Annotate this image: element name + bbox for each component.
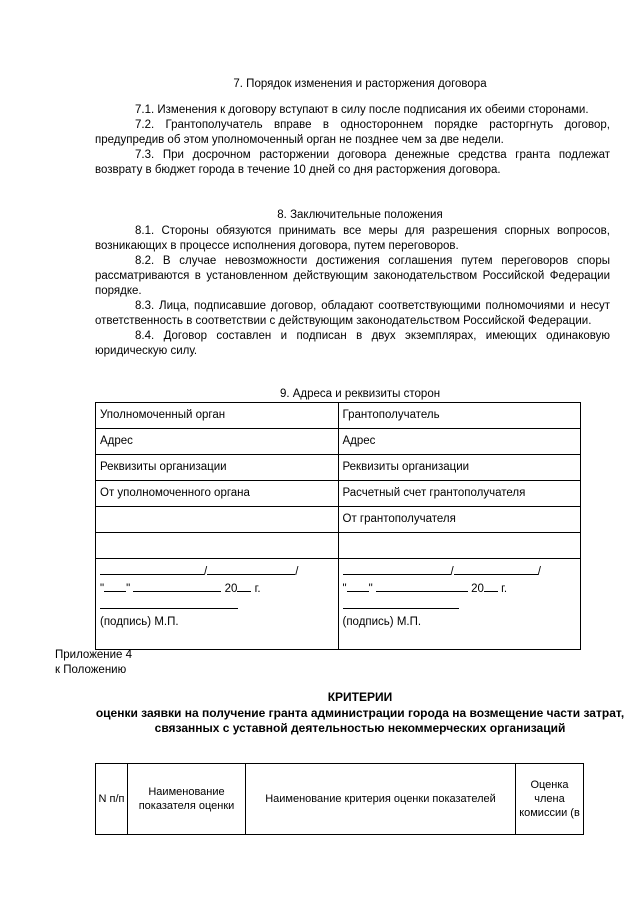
header-member-score: Оценка члена комиссии (в [516,764,584,835]
empty-cell [96,507,339,533]
authority-requisites: Реквизиты организации [96,455,339,481]
authority-label: Уполномоченный орган [96,403,339,429]
grantee-signature-block [338,559,581,650]
caption-line [343,597,577,614]
table-row [96,403,581,429]
section-8-title: 8. Заключительные положения [277,209,443,221]
authority-address: Адрес [96,429,339,455]
clause-7-2: 7.2. Грантополучатель вправе в одностороннем порядке расторгнуть договор, предупредив об этом уполномоченный орган не позднее чем за две недели. [95,119,610,146]
table-row [96,481,581,507]
table-row [96,533,581,559]
grantee-label: Грантополучатель [338,403,581,429]
annex-number: Приложение 4 [55,649,133,661]
header-criterion: Наименование критерия оценки показателей [246,764,516,835]
authority-signature-block [96,559,339,650]
grantee-address: Адрес [338,429,581,455]
section-7-title: 7. Порядок изменения и расторжения договора [233,78,487,90]
header-number: N п/п [96,764,128,835]
section-7-body [95,103,610,178]
criteria-title: КРИТЕРИИ [327,690,393,704]
clause-8-2: 8.2. В случае невозможности достижения соглашения путем переговоров споры рассматриваются в установленном действующим законодательством Российской Федерации порядке. [95,255,610,297]
signature-row [96,559,581,650]
criteria-header-row [96,764,584,835]
date-line: " " 20 г. [100,580,334,597]
signature-caption: (подпись) М.П. [100,616,179,628]
parties-requisites-table [95,402,581,650]
date-line: " " 20 г. [343,580,577,597]
clause-8-4: 8.4. Договор составлен и подписан в двух экземплярах, имеющих одинаковую юридическую силу. [95,330,610,357]
annex-heading [55,648,255,678]
signature-line: / / [343,563,577,580]
section-8-body [95,224,610,359]
grantee-requisites: Реквизиты организации [338,455,581,481]
authority-signer: От уполномоченного органа [96,481,339,507]
criteria-table [95,763,584,835]
annex-reference: к Положению [55,664,127,676]
table-row [96,455,581,481]
clause-8-3: 8.3. Лица, подписавшие договор, обладают соответствующими полномочиями и несут ответственность в соответствии с действующим законодательством Российской Федерации. [95,300,610,327]
signature-line: / / [100,563,334,580]
header-indicator: Наименование показателя оценки [128,764,246,835]
clause-8-1: 8.1. Стороны обязуются принимать все меры для разрешения спорных вопросов, возникающих в процессе исполнения договора, путем переговоров. [95,225,610,252]
section-9-title: 9. Адреса и реквизиты сторон [279,388,441,400]
signature-caption: (подпись) М.П. [342,616,422,628]
caption-line [100,597,334,614]
criteria-subtitle: оценки заявки на получение гранта администрации города на возмещение части затрат, связанных с уставной деятельностью некоммерческих организаций [95,706,625,735]
grantee-signer: От грантополучателя [338,507,581,533]
clause-7-3: 7.3. При досрочном расторжении договора денежные средства гранта подлежат возврату в бюджет города в течение 10 дней со дня расторжения договора. [95,149,610,176]
empty-cell [96,533,339,559]
empty-cell [338,533,581,559]
table-row [96,429,581,455]
clause-7-1: 7.1. Изменения к договору вступают в силу после подписания их обеими сторонами. [135,104,589,116]
grantee-account: Расчетный счет грантополучателя [338,481,581,507]
table-row [96,507,581,533]
